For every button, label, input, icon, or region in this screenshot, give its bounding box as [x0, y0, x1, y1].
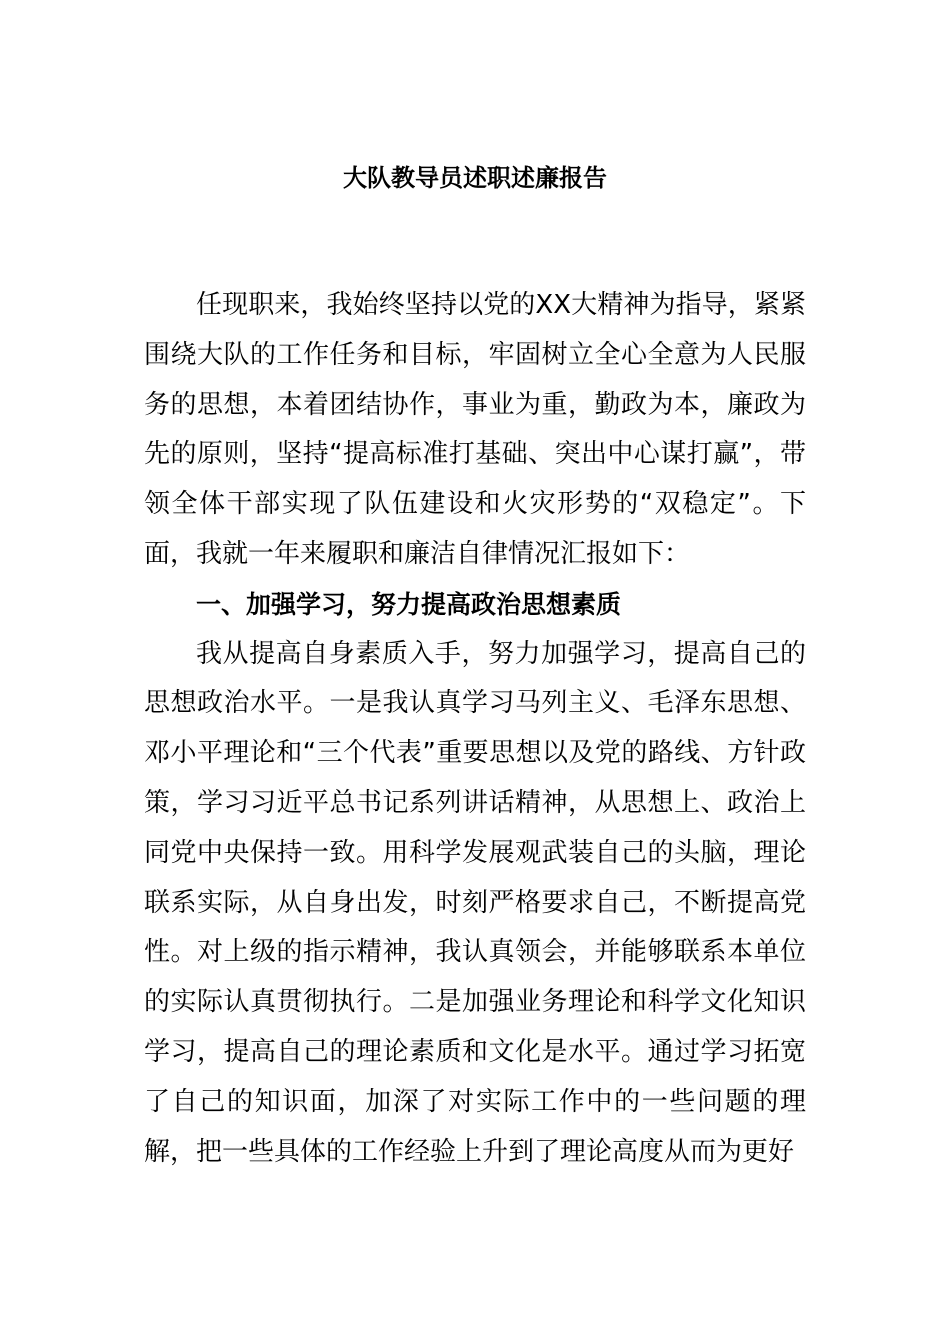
- document-body: [144, 281, 806, 1177]
- intro-paragraph: 任现职来，我始终坚持以党的XX大精神为指导，紧紧围绕大队的工作任务和目标，牢固树立全心全意为人民服务的思想，本着团结协作，事业为重，勤政为本，廉政为先的原则，坚持“提高标准打基础、突出中心谋打赢”，带领全体干部实现了队伍建设和火灾形势的“双稳定”。下面，我就一年来履职和廉洁自律情况汇报如下：: [144, 290, 806, 569]
- section-heading: 一、加强学习，努力提高政治思想素质: [196, 589, 622, 619]
- document-title: 大队教导员述职述廉报告: [343, 164, 607, 192]
- section-paragraph: 我从提高自身素质入手，努力加强学习，提高自己的思想政治水平。一是我认真学习马列主义、毛泽东思想、邓小平理论和“三个代表”重要思想以及党的路线、方针政策，学习习近平总书记系列讲话精神，从思想上、政治上同党中央保持一致。用科学发展观武装自己的头脑，理论联系实际，从自身出发，时刻严格要求自己，不断提高党性。对上级的指示精神，我认真领会，并能够联系本单位的实际认真贯彻执行。二是加强业务理论和科学文化知识学习，提高自己的理论素质和文化是水平。通过学习拓宽了自己的知识面，加深了对实际工作中的一些问题的理解，把一些具体的工作经验上升到了理论高度从而为更好: [144, 638, 806, 1167]
